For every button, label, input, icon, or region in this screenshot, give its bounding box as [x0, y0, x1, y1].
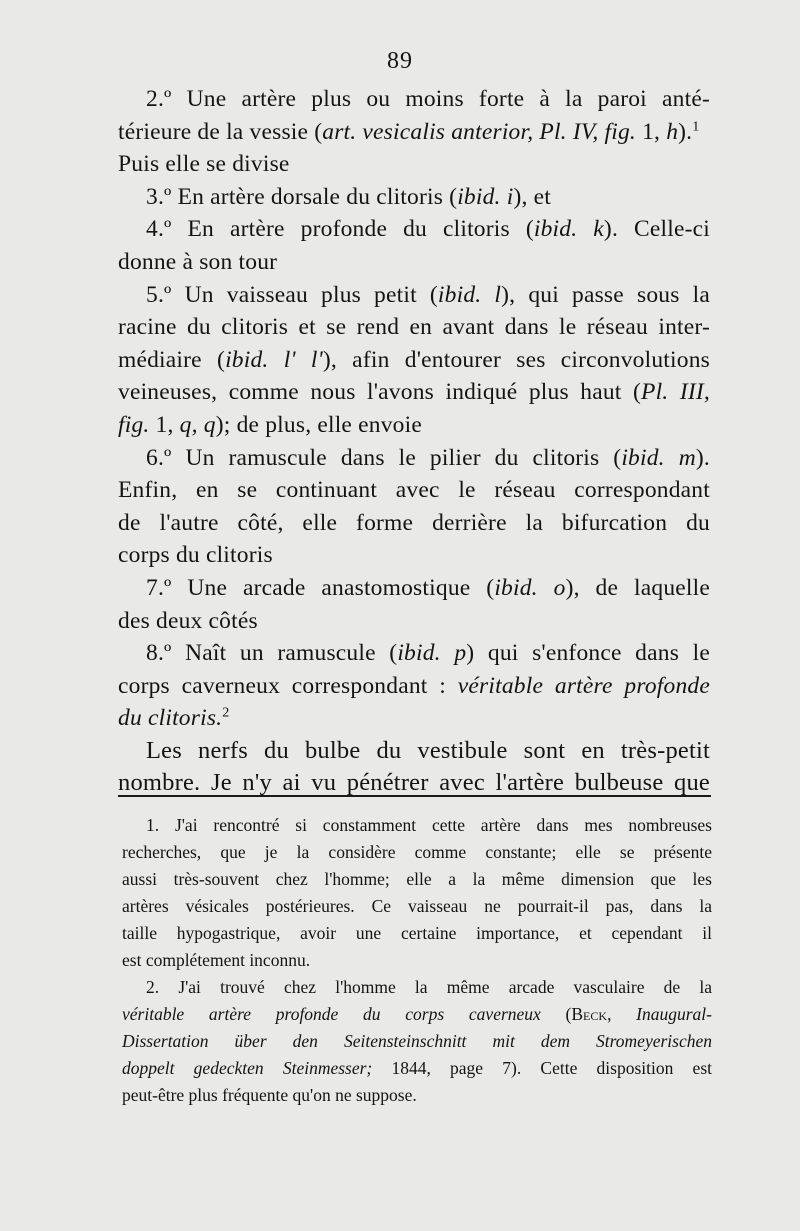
- main-text: [118, 83, 710, 800]
- footnote-ref-1: 1: [692, 118, 700, 135]
- footnote-line: artères vésicales postérieures. Ce vaisseau ne pourrait-il pas, dans la: [122, 896, 712, 916]
- footnote-line: peut-être plus fréquente qu'on ne suppose.: [122, 1085, 417, 1105]
- text-line: 8.º Naît un ramuscule (ibid. p) qui s'enfonce dans le: [146, 640, 710, 667]
- text-line: médiaire (ibid. l' l'), afin d'entourer ses circonvolutions: [118, 346, 710, 373]
- text-line: Puis elle se divise: [118, 151, 290, 178]
- footnote-line: Dissertation über den Seitensteinschnitt mit dem Stromeyerischen: [122, 1031, 712, 1051]
- footnote-line: aussi très-souvent chez l'homme; elle a la même dimension que les: [122, 869, 712, 889]
- text-line: nombre. Je n'y ai vu pénétrer avec l'artère bulbeuse que: [118, 769, 710, 797]
- footnote-separator: [118, 795, 711, 797]
- text-line: Les nerfs du bulbe du vestibule sont en très-petit: [146, 736, 710, 764]
- text-line: 5.º Un vaisseau plus petit (ibid. l), qui passe sous la: [146, 281, 710, 308]
- footnote-ref-2: 2: [222, 704, 230, 721]
- footnote-line: est complétement inconnu.: [122, 950, 311, 970]
- text-line: des deux côtés: [118, 607, 258, 634]
- text-line: 2.º Une artère plus ou moins forte à la paroi anté-: [146, 86, 710, 112]
- footnote-line: véritable artère profonde du corps caverneux (Beck, Inaugural-: [122, 1004, 712, 1024]
- text-line: racine du clitoris et se rend en avant dans le réseau inter-: [118, 314, 710, 341]
- text-line: du clitoris.$^2$: [118, 704, 230, 732]
- page-number: 89: [387, 48, 413, 74]
- footnote-line: taille hypogastrique, avoir une certaine importance, et cependant il: [122, 923, 712, 943]
- text-line: corps du clitoris: [118, 542, 273, 569]
- text-line: donne à son tour: [118, 248, 278, 275]
- text-line: 3.º En artère dorsale du clitoris (ibid. i), et: [146, 183, 551, 210]
- footnote-line: 1. J'ai rencontré si constamment cette artère dans mes nombreuses: [146, 815, 712, 835]
- footnotes: [122, 812, 712, 1109]
- text-line: térieure de la vessie (art. vesicalis anterior, Pl. IV, fig. 1, h).$^1$: [118, 118, 700, 145]
- text-line: de l'autre côté, elle forme derrière la bifurcation du: [118, 509, 710, 536]
- text-line: 4.º En artère profonde du clitoris (ibid. k). Celle-ci: [146, 216, 710, 243]
- text-line: 6.º Un ramuscule dans le pilier du clitoris (ibid. m).: [146, 444, 710, 471]
- text-line: fig. 1, q, q); de plus, elle envoie: [118, 411, 422, 438]
- text-line: 7.º Une arcade anastomostique (ibid. o), de laquelle: [146, 574, 710, 601]
- text-line: Enfin, en se continuant avec le réseau correspondant: [118, 477, 710, 504]
- text-line: corps caverneux correspondant : véritable artère profonde: [118, 672, 710, 699]
- text-line: veineuses, comme nous l'avons indiqué plus haut (Pl. III,: [118, 379, 710, 406]
- footnote-line: 2. J'ai trouvé chez l'homme la même arcade vasculaire de la: [146, 977, 712, 997]
- footnote-line: recherches, que je la considère comme constante; elle se présente: [122, 842, 712, 862]
- footnote-line: doppelt gedeckten Steinmesser; 1844, page 7). Cette disposition est: [122, 1058, 712, 1078]
